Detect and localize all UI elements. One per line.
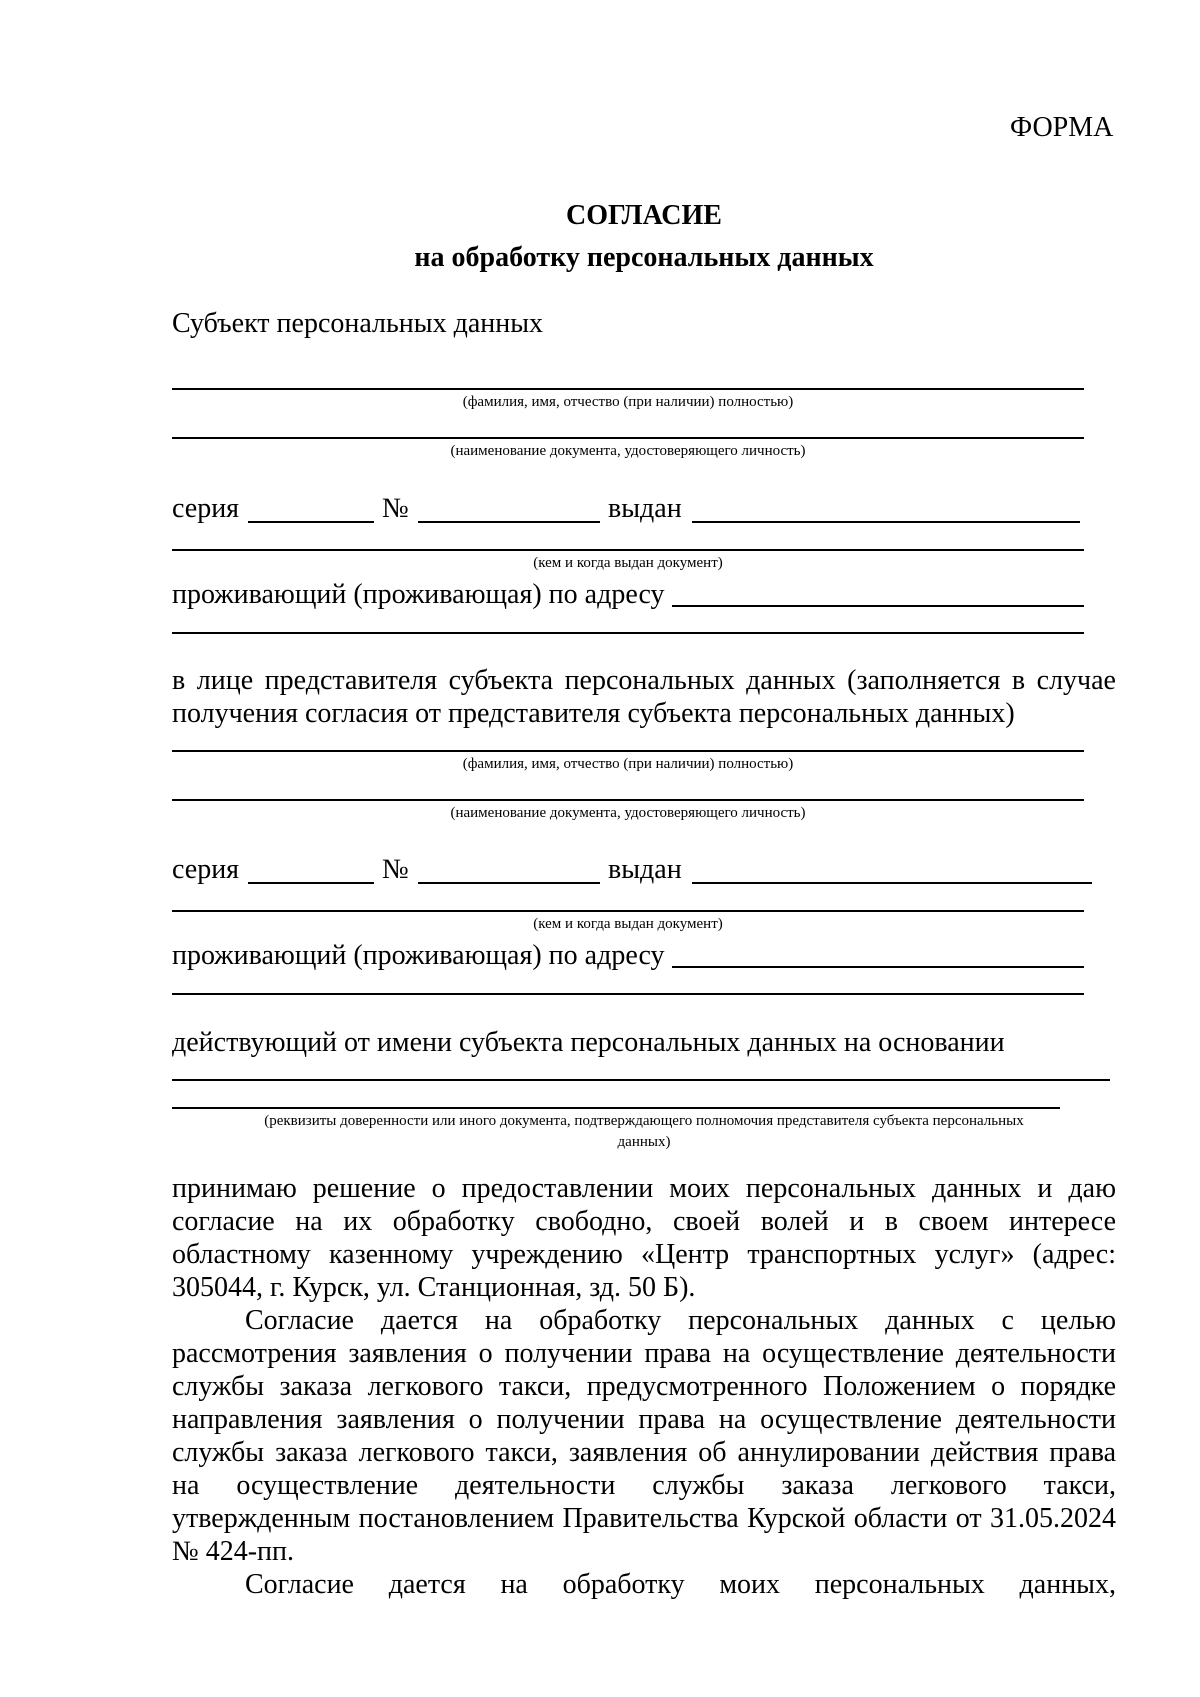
paragraph-line: 305044, г. Курск, ул. Станционная, зд. 50 Б). [172,1272,696,1303]
representative-heading-line: получения согласия от представителя субъекта персональных данных) [172,698,1015,729]
rep-fio-caption: (фамилия, имя, отчество (при наличии) полностью) [462,756,794,772]
rep-address-label: проживающий (проживающая) по адресу [172,940,665,971]
rep-doc-line[interactable] [172,799,1084,801]
subject-fio-caption: (фамилия, имя, отчество (при наличии) полностью) [462,394,794,410]
subject-issued-caption: (кем и когда выдан документ) [533,555,723,571]
rep-acting-label: действующий от имени субъекта персональных данных на основании [172,1027,1005,1058]
rep-issued-line-2[interactable] [172,910,1084,912]
paragraph-line: Согласие дается на обработку персональных данных с целью [245,1305,1116,1336]
subject-series-line[interactable] [248,521,374,523]
rep-series-line[interactable] [248,882,374,884]
rep-number-line[interactable] [418,882,600,884]
consent-paragraph-3 [172,1568,1116,1601]
rep-issued-caption: (кем и когда выдан документ) [533,916,723,932]
subject-heading: Субъект персональных данных [172,308,544,339]
paragraph-line: № 424-пп. [172,1536,295,1567]
subject-fio-line[interactable] [172,388,1084,390]
subject-address-label: проживающий (проживающая) по адресу [172,579,665,610]
subject-issued-line-2[interactable] [172,549,1084,551]
subject-number-line[interactable] [418,521,600,523]
rep-series-label: серия [172,854,240,885]
subject-doc-caption: (наименование документа, удостоверяющего личность) [450,443,806,459]
rep-basis-line-2[interactable] [172,1107,1060,1109]
subject-doc-line[interactable] [172,437,1084,439]
subject-address-line[interactable] [672,605,1084,607]
rep-address-line-2[interactable] [172,993,1084,995]
paragraph-line: рассмотрения заявления о получении права на осуществление деятельности [172,1338,1116,1369]
paragraph-line: областному казенному учреждению «Центр транспортных услуг» (адрес: [172,1239,1116,1270]
rep-fio-line[interactable] [172,750,1084,752]
paragraph-line: принимаю решение о предоставлении моих персональных данных и даю [172,1173,1116,1204]
representative-heading-line: в лице представителя субъекта персональных данных (заполняется в случае [172,665,1116,696]
rep-issued-line[interactable] [692,882,1092,884]
document-title: СОГЛАСИЕ [566,200,722,231]
paragraph-line: направления заявления о получении права на осуществление деятельности [172,1404,1116,1435]
rep-number-label: № [382,854,409,885]
subject-issued-label: выдан [608,493,682,524]
rep-basis-caption-cont: данных) [617,1134,671,1150]
rep-basis-line[interactable] [172,1079,1110,1081]
paragraph-line: согласие на их обработку свободно, своей волей и в своем интересе [172,1206,1116,1237]
subject-address-line-2[interactable] [172,632,1084,634]
consent-paragraph-2 [172,1304,1116,1568]
rep-issued-label: выдан [608,854,682,885]
consent-paragraph-1 [172,1172,1116,1304]
paragraph-line: службы заказа легкового такси, заявления об аннулировании действия права [172,1437,1116,1468]
rep-basis-caption: (реквизиты доверенности или иного документа, подтверждающего полномочия представителя субъекта персональных [264,1113,1024,1129]
subject-number-label: № [382,493,409,524]
form-label: ФОРМА [1010,112,1114,143]
subject-issued-line[interactable] [692,521,1080,523]
paragraph-line: на осуществление деятельности службы заказа легкового такси, [172,1470,1116,1501]
document-subtitle: на обработку персональных данных [414,242,874,273]
subject-series-label: серия [172,493,240,524]
paragraph-line: службы заказа легкового такси, предусмотренного Положением о порядке [172,1371,1116,1402]
rep-doc-caption: (наименование документа, удостоверяющего личность) [450,805,806,821]
paragraph-line: утвержденным постановлением Правительства Курской области от 31.05.2024 [172,1503,1116,1534]
paragraph-line: Согласие дается на обработку моих персональных данных, [245,1569,1116,1600]
rep-address-line[interactable] [672,966,1084,968]
representative-heading [172,664,1116,730]
